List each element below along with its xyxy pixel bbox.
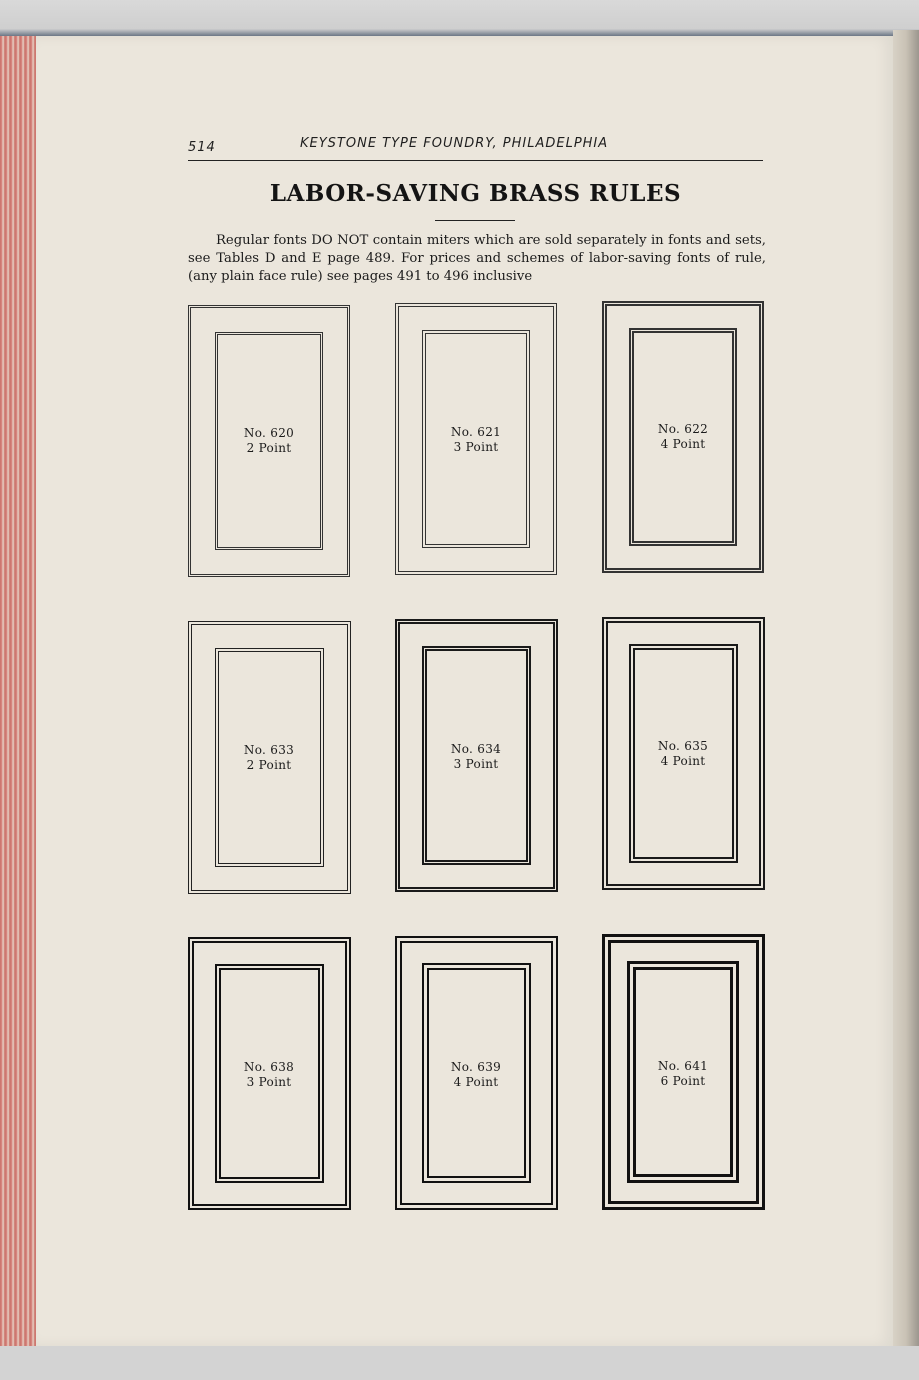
scan-background-bottom xyxy=(0,1346,919,1380)
rule-size: 4 Point xyxy=(453,1075,499,1089)
rule-label-638 xyxy=(189,1060,349,1090)
rule-number: No. 621 xyxy=(450,425,502,439)
rule-size: 2 Point xyxy=(246,758,292,772)
rule-size: 3 Point xyxy=(246,1075,292,1089)
rule-size: 4 Point xyxy=(660,437,706,451)
rule-label-620 xyxy=(189,426,349,456)
rule-number: No. 635 xyxy=(657,739,709,753)
page-edges-left xyxy=(0,36,38,1348)
rule-label-641 xyxy=(603,1059,763,1089)
page-number: 514 xyxy=(188,140,216,155)
rule-size: 4 Point xyxy=(660,754,706,768)
rule-number: No. 622 xyxy=(657,422,709,436)
rule-size: 2 Point xyxy=(246,441,292,455)
rule-label-639 xyxy=(396,1060,556,1090)
rule-label-635 xyxy=(603,739,763,769)
rule-label-633 xyxy=(189,743,349,773)
rule-label-622 xyxy=(603,422,763,452)
running-head xyxy=(188,134,763,161)
rule-label-634 xyxy=(396,742,556,772)
rule-number: No. 639 xyxy=(450,1060,502,1074)
rule-number: No. 620 xyxy=(243,426,295,440)
rule-size: 6 Point xyxy=(660,1074,706,1088)
intro-text: Regular fonts DO NOT contain miters which are sold separately in fonts and sets, see Tables D and E page 489. For prices and schemes of labor-saving fonts of rule, (any plain face rule) see pages 491 to 496 inclusive xyxy=(188,233,766,284)
book-binding-right xyxy=(893,30,919,1350)
rule-label-621 xyxy=(396,425,556,455)
title-underline xyxy=(435,220,515,221)
rule-size: 3 Point xyxy=(453,757,499,771)
intro-paragraph xyxy=(188,232,766,286)
rule-number: No. 634 xyxy=(450,742,502,756)
rule-number: No. 638 xyxy=(243,1060,295,1074)
rule-number: No. 641 xyxy=(657,1059,709,1073)
scan-background-top xyxy=(0,0,919,36)
rule-size: 3 Point xyxy=(453,440,499,454)
page-title: LABOR-SAVING BRASS RULES xyxy=(269,180,682,207)
rule-number: No. 633 xyxy=(243,743,295,757)
running-head-title: KEYSTONE TYPE FOUNDRY, PHILADELPHIA xyxy=(300,136,609,151)
